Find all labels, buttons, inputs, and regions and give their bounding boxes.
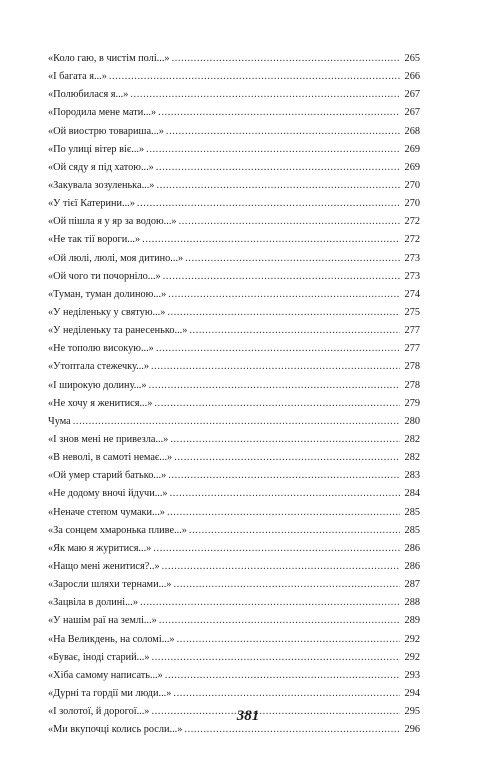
dot-leader xyxy=(156,340,400,358)
dot-leader xyxy=(140,594,400,612)
toc-entry-title: «У неділеньку у святую...» xyxy=(48,306,166,318)
toc-entry-title: «Ой люлі, люлі, моя дитино...» xyxy=(48,252,184,264)
toc-entry-page: 274 xyxy=(404,288,420,300)
toc-entry xyxy=(48,231,420,249)
toc-entry xyxy=(48,213,420,231)
toc-entry xyxy=(48,159,420,177)
dot-leader xyxy=(173,685,400,703)
toc-entry xyxy=(48,558,420,576)
toc-entry xyxy=(48,377,420,395)
toc-entry xyxy=(48,141,420,159)
toc-entry-title: «В неволі, в самоті немає...» xyxy=(48,452,173,464)
toc-entry-page: 288 xyxy=(404,597,420,609)
dot-leader xyxy=(174,449,400,467)
dot-leader xyxy=(142,231,400,249)
toc-entry-title: Чума xyxy=(48,415,71,427)
toc-entry-page: 295 xyxy=(404,706,420,718)
toc-entry-title: «Ми вкупочці колись росли...» xyxy=(48,724,183,736)
table-of-contents xyxy=(48,50,420,739)
toc-entry-page: 279 xyxy=(404,397,420,409)
toc-entry-title: «Не так тії вороги...» xyxy=(48,234,141,246)
toc-entry-page: 275 xyxy=(404,306,420,318)
toc-entry-page: 285 xyxy=(404,506,420,518)
page-number: 381 xyxy=(236,708,260,724)
toc-entry-title: «Ой пішла я у яр за водою...» xyxy=(48,216,177,228)
toc-entry-page: 285 xyxy=(404,524,420,536)
toc-entry xyxy=(48,540,420,558)
toc-entry-page: 292 xyxy=(404,651,420,663)
toc-entry-page: 268 xyxy=(404,125,420,137)
toc-entry xyxy=(48,50,420,68)
toc-entry-page: 265 xyxy=(404,53,420,64)
dot-leader xyxy=(173,576,400,594)
toc-entry-title: «І широкую долину...» xyxy=(48,379,147,391)
toc-entry-page: 269 xyxy=(404,143,420,155)
toc-entry-page: 287 xyxy=(404,579,420,591)
toc-entry xyxy=(48,250,420,268)
dot-leader xyxy=(156,177,400,195)
toc-entry xyxy=(48,449,420,467)
toc-entry-title: «Туман, туман долиною...» xyxy=(48,288,167,300)
toc-entry-title: «Ой чого ти почорніло...» xyxy=(48,270,161,282)
toc-entry-title: «І знов мені не привезла...» xyxy=(48,433,169,445)
toc-entry xyxy=(48,504,420,522)
dot-leader xyxy=(156,159,400,177)
toc-entry-title: «Породила мене мати...» xyxy=(48,107,157,119)
toc-entry-title: «Ой умер старий батько...» xyxy=(48,470,167,482)
toc-entry-page: 278 xyxy=(404,361,420,373)
toc-entry xyxy=(48,322,420,340)
toc-entry-page: 273 xyxy=(404,252,420,264)
toc-entry-page: 293 xyxy=(404,669,420,681)
dot-leader xyxy=(109,68,400,86)
toc-entry-title: «У неділеньку та ранесенько...» xyxy=(48,325,188,337)
toc-entry xyxy=(48,522,420,540)
toc-entry-title: «Заросли шляхи тернами...» xyxy=(48,579,172,591)
toc-entry-page: 272 xyxy=(404,216,420,228)
toc-entry-page: 267 xyxy=(404,107,420,119)
toc-entry-title: «На Великдень, на соломі...» xyxy=(48,633,175,645)
toc-entry-page: 266 xyxy=(404,71,420,83)
toc-entry xyxy=(48,286,420,304)
toc-entry xyxy=(48,177,420,195)
toc-entry xyxy=(48,340,420,358)
toc-entry xyxy=(48,594,420,612)
toc-entry xyxy=(48,358,420,376)
toc-entry xyxy=(48,395,420,413)
dot-leader xyxy=(189,522,400,540)
toc-entry xyxy=(48,576,420,594)
dot-leader xyxy=(168,467,400,485)
dot-leader xyxy=(189,322,400,340)
toc-entry xyxy=(48,485,420,503)
toc-entry-title: «По улиці вітер віє...» xyxy=(48,143,145,155)
toc-entry xyxy=(48,667,420,685)
dot-leader xyxy=(172,50,400,68)
dot-leader xyxy=(185,250,400,268)
toc-entry-title: «Дурні та гордії ми люди...» xyxy=(48,687,172,699)
toc-entry-title: «Буває, іноді старий...» xyxy=(48,651,150,663)
toc-entry xyxy=(48,413,420,431)
dot-leader xyxy=(167,504,400,522)
toc-entry xyxy=(48,685,420,703)
toc-entry-title: «Не тополю високую...» xyxy=(48,343,154,355)
toc-entry-page: 278 xyxy=(404,379,420,391)
toc-entry xyxy=(48,612,420,630)
dot-leader xyxy=(146,141,400,159)
toc-entry-page: 284 xyxy=(404,488,420,500)
toc-entry xyxy=(48,304,420,322)
toc-entry-page: 267 xyxy=(404,89,420,101)
dot-leader xyxy=(168,286,400,304)
toc-entry-page: 277 xyxy=(404,343,420,355)
toc-entry-page: 294 xyxy=(404,687,420,699)
toc-entry-title: «Ой виострю товариша...» xyxy=(48,125,164,137)
toc-entry-page: 270 xyxy=(404,179,420,191)
dot-leader xyxy=(179,213,400,231)
toc-entry xyxy=(48,123,420,141)
toc-entry-page: 286 xyxy=(404,560,420,572)
toc-entry-title: «Не додому вночі йдучи...» xyxy=(48,488,168,500)
toc-entry-page: 286 xyxy=(404,542,420,554)
toc-entry-page: 296 xyxy=(404,724,420,736)
dot-leader xyxy=(151,358,400,376)
dot-leader xyxy=(170,485,400,503)
toc-entry-title: «Ой сяду я під хатою...» xyxy=(48,161,154,173)
toc-entry-title: «Полюбилася я...» xyxy=(48,89,129,101)
dot-leader xyxy=(167,304,400,322)
dot-leader xyxy=(159,612,400,630)
toc-entry-page: 269 xyxy=(404,161,420,173)
toc-entry xyxy=(48,86,420,104)
toc-entry-page: 277 xyxy=(404,325,420,337)
toc-entry-title: «Неначе степом чумаки...» xyxy=(48,506,165,518)
toc-entry xyxy=(48,104,420,122)
dot-leader xyxy=(163,268,400,286)
toc-entry-page: 292 xyxy=(404,633,420,645)
toc-entry-title: «За сонцем хмаронька пливе...» xyxy=(48,524,187,536)
dot-leader xyxy=(158,104,400,122)
toc-entry-title: «І золотої, й дорогої...» xyxy=(48,706,150,718)
toc-entry xyxy=(48,195,420,213)
toc-entry-title: «Закувала зозуленька...» xyxy=(48,179,155,191)
toc-entry xyxy=(48,431,420,449)
dot-leader xyxy=(152,649,400,667)
toc-entry-page: 283 xyxy=(404,470,420,482)
toc-entry-title: «Нащо мені женитися?..» xyxy=(48,560,160,572)
toc-entry-page: 280 xyxy=(404,415,420,427)
dot-leader xyxy=(73,413,400,431)
toc-entry-title: «Коло гаю, в чистім полі...» xyxy=(48,53,170,64)
toc-entry xyxy=(48,631,420,649)
dot-leader xyxy=(130,86,400,104)
dot-leader xyxy=(166,123,400,141)
dot-leader xyxy=(149,377,400,395)
toc-entry-title: «У тієї Катерини...» xyxy=(48,198,135,210)
toc-entry-page: 289 xyxy=(404,615,420,627)
toc-entry xyxy=(48,268,420,286)
toc-entry-title: «У нашім раї на землі...» xyxy=(48,615,157,627)
toc-entry-title: «Утоптала стежечку...» xyxy=(48,361,149,373)
toc-entry-title: «Як маю я журитися...» xyxy=(48,542,152,554)
toc-entry-title: «Не хочу я женитися...» xyxy=(48,397,153,409)
toc-entry xyxy=(48,467,420,485)
toc-entry-page: 282 xyxy=(404,433,420,445)
toc-entry-page: 273 xyxy=(404,270,420,282)
toc-entry-title: «Хіба самому написать...» xyxy=(48,669,163,681)
dot-leader xyxy=(154,395,400,413)
dot-leader xyxy=(162,558,400,576)
toc-entry-title: «І багата я...» xyxy=(48,71,107,83)
toc-entry-title: «Зацвіла в долині...» xyxy=(48,597,138,609)
toc-entry-page: 270 xyxy=(404,198,420,210)
toc-entry-page: 282 xyxy=(404,452,420,464)
toc-entry xyxy=(48,649,420,667)
dot-leader xyxy=(153,540,400,558)
toc-entry xyxy=(48,68,420,86)
dot-leader xyxy=(137,195,400,213)
dot-leader xyxy=(177,631,400,649)
toc-entry-page: 272 xyxy=(404,234,420,246)
dot-leader xyxy=(165,667,400,685)
dot-leader xyxy=(170,431,400,449)
